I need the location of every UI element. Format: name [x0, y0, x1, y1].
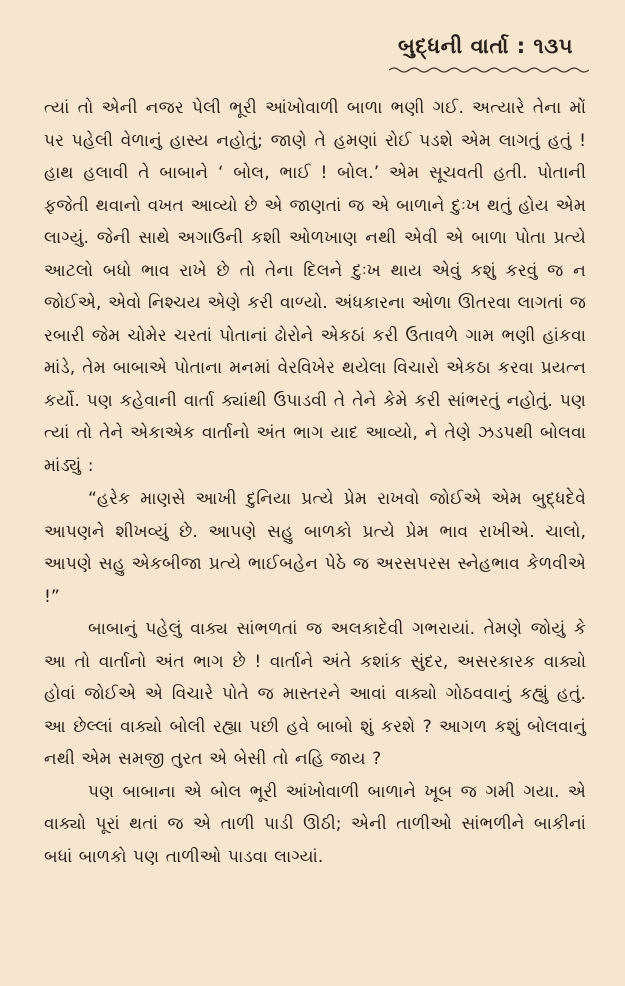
paragraph: ત્યાં તો એની નજર પેલી ભૂરી આંખોવાળી બાળા ભણી ગઈ. અત્યારે તેના મોં પર પહેલી વેળાનું હાસ્ય નહોતું; જાણે તે હમણાં રોઈ પડશે એમ લાગતું હતું ! હાથ હલાવી તે બાબાને ‘ બોલ, ભાઈ ! બોલ.’ એમ સૂચવતી હતી. પોતાની ફજેતી થવાનો વખત આવ્યો છે એ જાણતાં જ એ બાળાને દુઃખ થતું હોય એમ લાગ્યું. જેની સાથે અગાઉની કશી ઓળખાણ નથી એવી એ બાળા પોતા પ્રત્યે આટલો બધો ભાવ રાખે છે તો તેના દિલને દુઃખ થાય એવું કશું કરવું જ ન જોઈએ, એવો નિશ્ચય એણે કરી વાળ્યો. અંધકારના ઓળા ઊતરવા લાગતાં જ રબારી જેમ ચોમેર ચરતાં પોતાનાં ઢોરોને એકઠાં કરી ઉતાવળે ગામ ભણી હાંકવા માંડે, તેમ બાબાએ પોતાના મનમાં વેરવિખેર થયેલા વિચારો એકઠા કરવા પ્રયત્ન કર્યો. પણ કહેવાની વાર્તા ક્યાંથી ઉપાડવી તે તેને કેમે કરી સાંભરતું નહોતું. પણ ત્યાં તો તેને એકાએક વાર્તાનો અંત ભાગ યાદ આવ્યો, ને તેણે ઝડપથી બોલવા માંડ્યું : — [44, 98, 586, 476]
running-header: બુદ્ધની વાર્તા : ૧૩૫ — [397, 34, 573, 58]
body-text — [44, 92, 586, 873]
decorative-wavy-rule — [389, 66, 589, 74]
quote-paragraph: “હરેક માણસે આખી દુનિયા પ્રત્યે પ્રેમ રાખવો જોઈએ એમ બુદ્ધદેવે આપણને શીખવ્યું છે. આપણે સહુ બાળકો પ્રત્યે પ્રેમ ભાવ રાખીએ. ચાલો, આપણે સહુ એકબીજા પ્રત્યે ભાઈબહેન પેઠે જ અરસપરસ સ્નેહભાવ કેળવીએ !” — [44, 489, 586, 607]
paragraph: બાબાનું પહેલું વાક્ય સાંભળતાં જ અલકાદેવી ગભરાયાં. તેમણે જોયું કે આ તો વાર્તાનો અંત ભાગ છે ! વાર્તાને અંતે કશાંક સુંદર, અસરકારક વાક્યો હોવાં જોઈએ એ વિચારે પોતે જ માસ્તરને આવાં વાક્યો ગોઠવવાનું કહ્યું હતું. આ છેલ્લાં વાક્યો બોલી રહ્યા પછી હવે બાબો શું કરશે ? આગળ કશું બોલવાનું નથી એમ સમજી તુરત એ બેસી તો નહિ જાય ? — [44, 619, 586, 769]
paragraph: પણ બાબાના એ બોલ ભૂરી આંખોવાળી બાળાને ખૂબ જ ગમી ગયા. એ વાક્યો પૂરાં થતાં જ એ તાળી પાડી ઊઠી; એની તાળીઓ સાંભળીને બાકીનાં બધાં બાળકો પણ તાળીઓ પાડવા લાગ્યાં. — [44, 781, 586, 867]
